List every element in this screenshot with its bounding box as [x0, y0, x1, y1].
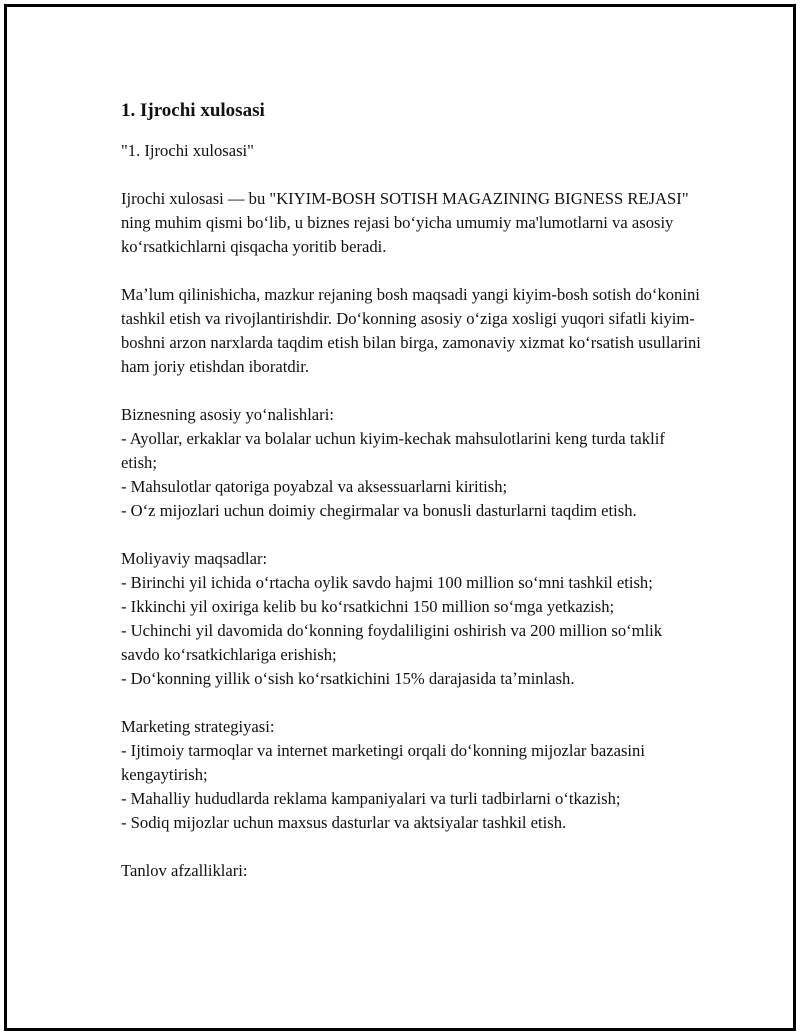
- directions-section: [121, 403, 701, 523]
- marketing-section: [121, 715, 701, 835]
- document-body: [121, 97, 701, 907]
- directions-heading: Biznesning asosiy yoʻnalishlari:: [121, 405, 334, 424]
- section-title: 1. Ijrochi xulosasi: [121, 100, 265, 121]
- list-item: - Oʻz mijozlari uchun doimiy chegirmalar va bonusli dasturlarni taqdim etish.: [121, 501, 637, 520]
- advantages-section: [121, 859, 701, 883]
- financial-heading: Moliyaviy maqsadlar:: [121, 549, 268, 568]
- advantages-heading: Tanlov afzalliklari:: [121, 861, 248, 880]
- purpose-paragraph: Maʼlum qilinishicha, mazkur rejaning bosh maqsadi yangi kiyim-bosh sotish doʻkonini tashkil etish va rivojlantirishdir. Doʻkonning asosiy oʻziga xosligi yuqori sifatli kiyim-boshni arzon narxlarda taqdim etish bilan birga, zamonaviy xizmat koʻrsatish usullarini ham joriy etishdan iboratdir.: [121, 285, 701, 376]
- list-item: - Doʻkonning yillik oʻsish koʻrsatkichini 15% darajasida taʼminlash.: [121, 669, 575, 688]
- list-item: - Sodiq mijozlar uchun maxsus dasturlar va aktsiyalar tashkil etish.: [121, 813, 567, 832]
- list-item: - Mahsulotlar qatoriga poyabzal va aksessuarlarni kiritish;: [121, 477, 508, 496]
- list-item: - Uchinchi yil davomida doʻkonning foydaliligini oshirish va 200 million soʻmlik savdo koʻrsatkichlariga erishish;: [121, 621, 663, 664]
- page-frame: [4, 4, 796, 1031]
- marketing-heading: Marketing strategiyasi:: [121, 717, 275, 736]
- list-item: - Birinchi yil ichida oʻrtacha oylik savdo hajmi 100 million soʻmni tashkil etish;: [121, 573, 653, 592]
- list-item: - Mahalliy hududlarda reklama kampaniyalari va turli tadbirlarni oʻtkazish;: [121, 789, 621, 808]
- financial-section: [121, 547, 701, 691]
- intro-paragraph: Ijrochi xulosasi — bu "KIYIM-BOSH SOTISH MAGAZINING BIGNESS REJASI" ning muhim qismi boʻlib, u biznes rejasi boʻyicha umumiy ma'lumotlarni va asosiy koʻrsatkichlarni qisqacha yoritib beradi.: [121, 189, 689, 256]
- list-item: - Ikkinchi yil oxiriga kelib bu koʻrsatkichni 150 million soʻmga yetkazish;: [121, 597, 615, 616]
- quoted-title: "1. Ijrochi xulosasi": [121, 141, 254, 160]
- list-item: - Ijtimoiy tarmoqlar va internet marketingi orqali doʻkonning mijozlar bazasini kengaytirish;: [121, 741, 645, 784]
- list-item: - Ayollar, erkaklar va bolalar uchun kiyim-kechak mahsulotlarini keng turda taklif etish;: [121, 429, 665, 472]
